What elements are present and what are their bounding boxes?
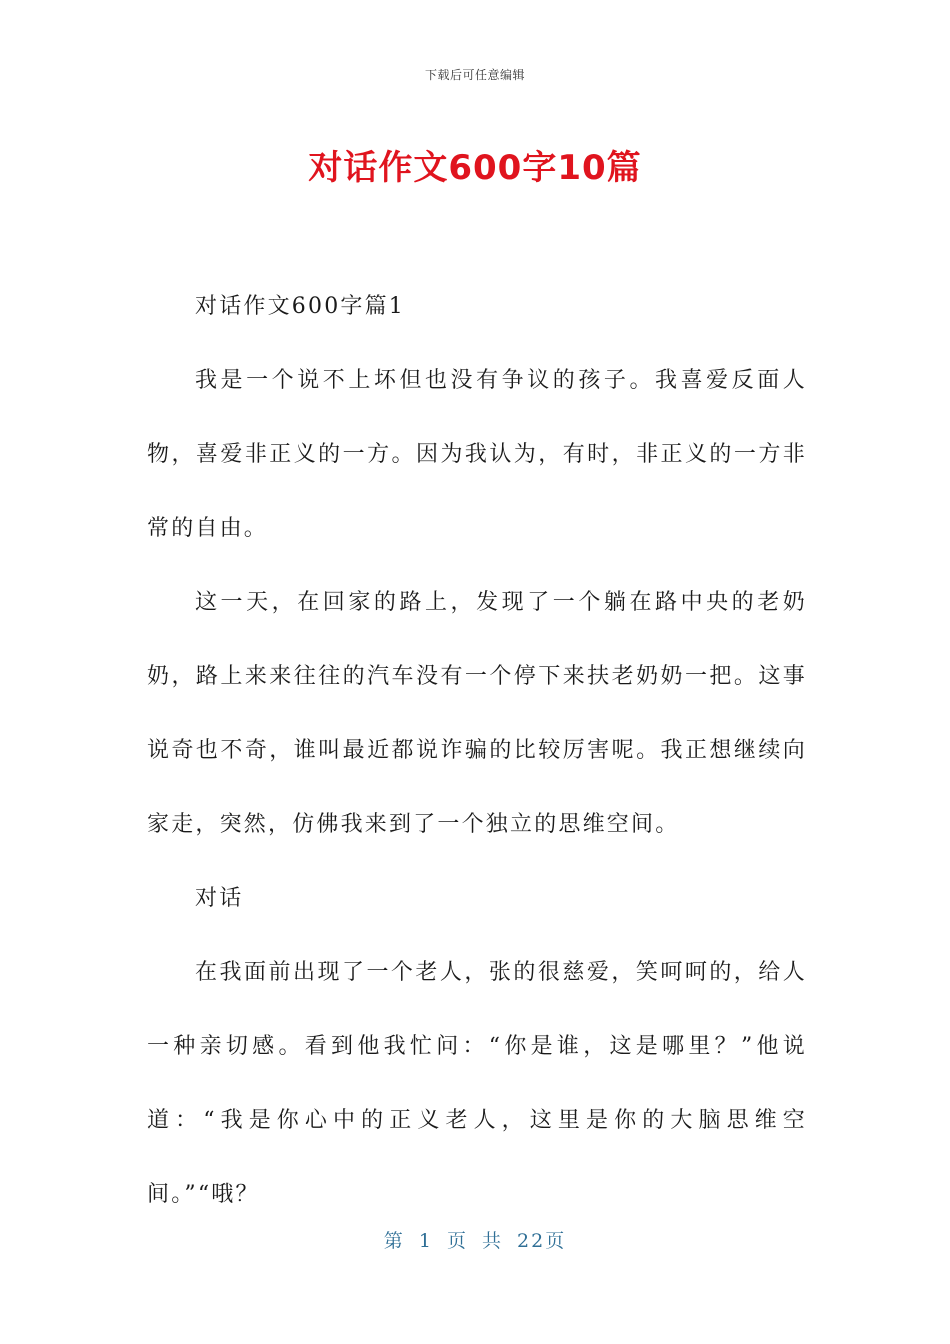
page-number: 第 1 页 共 22页: [383, 1230, 567, 1252]
subheading: 对话: [195, 886, 244, 911]
paragraph: 我是一个说不上坏但也没有争议的孩子。我喜爱反面人物，喜爱非正义的一方。因为我认为，有时，非正义的一方非常的自由。: [147, 368, 807, 541]
section-heading: 对话作文600字篇1: [195, 294, 405, 319]
paragraph: 这一天，在回家的路上，发现了一个躺在路中央的老奶奶，路上来来往往的汽车没有一个停下来扶老奶奶一把。这事说奇也不奇，谁叫最近都说诈骗的比较厉害呢。我正想继续向家走，突然，仿佛我来到了一个独立的思维空间。: [147, 590, 807, 837]
document-body: [147, 270, 807, 1232]
page-title: 对话作文600字10篇: [308, 148, 642, 188]
paragraph: 在我面前出现了一个老人，张的很慈爱，笑呵呵的，给人一种亲切感。看到他我忙问：“你是谁，这是哪里？”他说道：“我是你心中的正义老人，这里是你的大脑思维空间。”“哦？: [147, 960, 807, 1207]
page-header-note: 下载后可任意编辑: [424, 68, 525, 82]
